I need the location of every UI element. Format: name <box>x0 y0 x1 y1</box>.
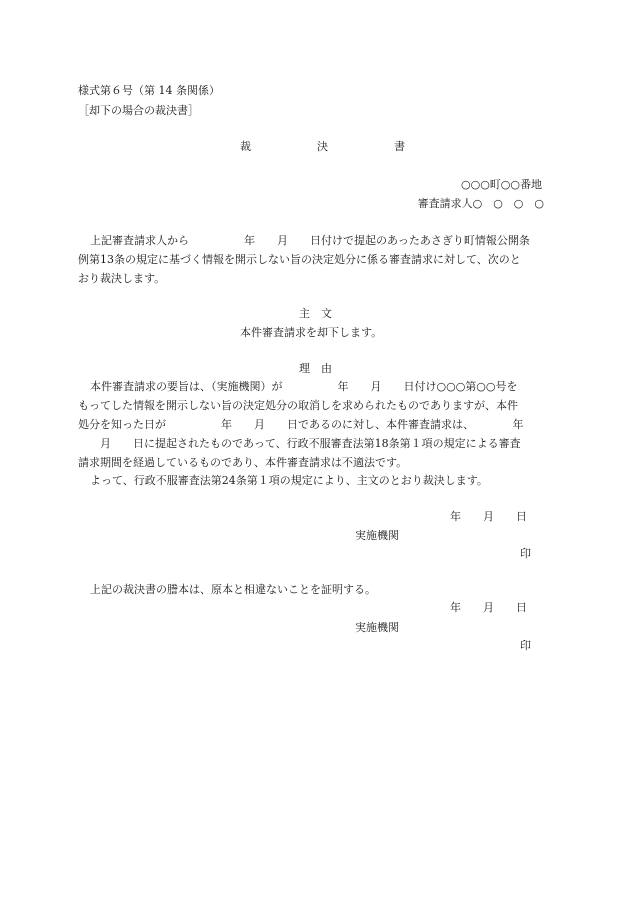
intro-line: おり裁決します。 <box>78 272 166 285</box>
reason-line: 処分を知った日が 年 月 日であるのに対し、本件審査請求は、 年 <box>78 418 524 431</box>
certification-text: 上記の裁決書の謄本は、原本と相違ないことを証明する。 <box>90 583 376 596</box>
reason-line: もってした情報を開示しない旨の決定処分の取消しを求められたものでありますが、本件 <box>78 399 518 412</box>
reason-line: 請求期間を経過しているものであり、本件審査請求は不適法です。 <box>78 456 408 469</box>
reason-line: 月 日に提起されたものであって、行政不服審査法第18条第１項の規定による審査 <box>78 437 521 450</box>
intro-line: 例第13条の規定に基づく情報を開示しない旨の決定処分に係る審査請求に対して、次のと <box>78 253 521 266</box>
decision-seal: 印 <box>520 547 531 560</box>
reason-line: 本件審査請求の要旨は、（実施機関）が 年 月 日付け○○○第○○号を <box>90 380 518 393</box>
certification-date: 年 月 日 <box>450 601 527 614</box>
document-title: 裁 決 書 <box>240 140 405 153</box>
requester-address: ○○○町○○番地 <box>461 178 542 191</box>
form-subtitle: ［却下の場合の裁決書］ <box>78 104 199 117</box>
reason-heading: 理 由 <box>299 362 332 375</box>
main-text-heading: 主 文 <box>299 307 332 320</box>
intro-line: 上記審査請求人から 年 月 日付けで提起のあったあさぎり町情報公開条 <box>90 234 530 247</box>
reason-line: よって、行政不服審査法第24条第１項の規定により、主文のとおり裁決します。 <box>90 474 488 487</box>
certification-agency: 実施機関 <box>355 621 399 634</box>
requester-name: 審査請求人○ ○ ○ ○ <box>417 197 544 210</box>
main-text-body: 本件審査請求を却下します。 <box>240 326 383 339</box>
decision-date: 年 月 日 <box>450 510 527 523</box>
certification-seal: 印 <box>520 639 531 652</box>
decision-agency: 実施機関 <box>355 529 399 542</box>
form-number: 様式第６号（第 14 条関係） <box>78 84 220 97</box>
